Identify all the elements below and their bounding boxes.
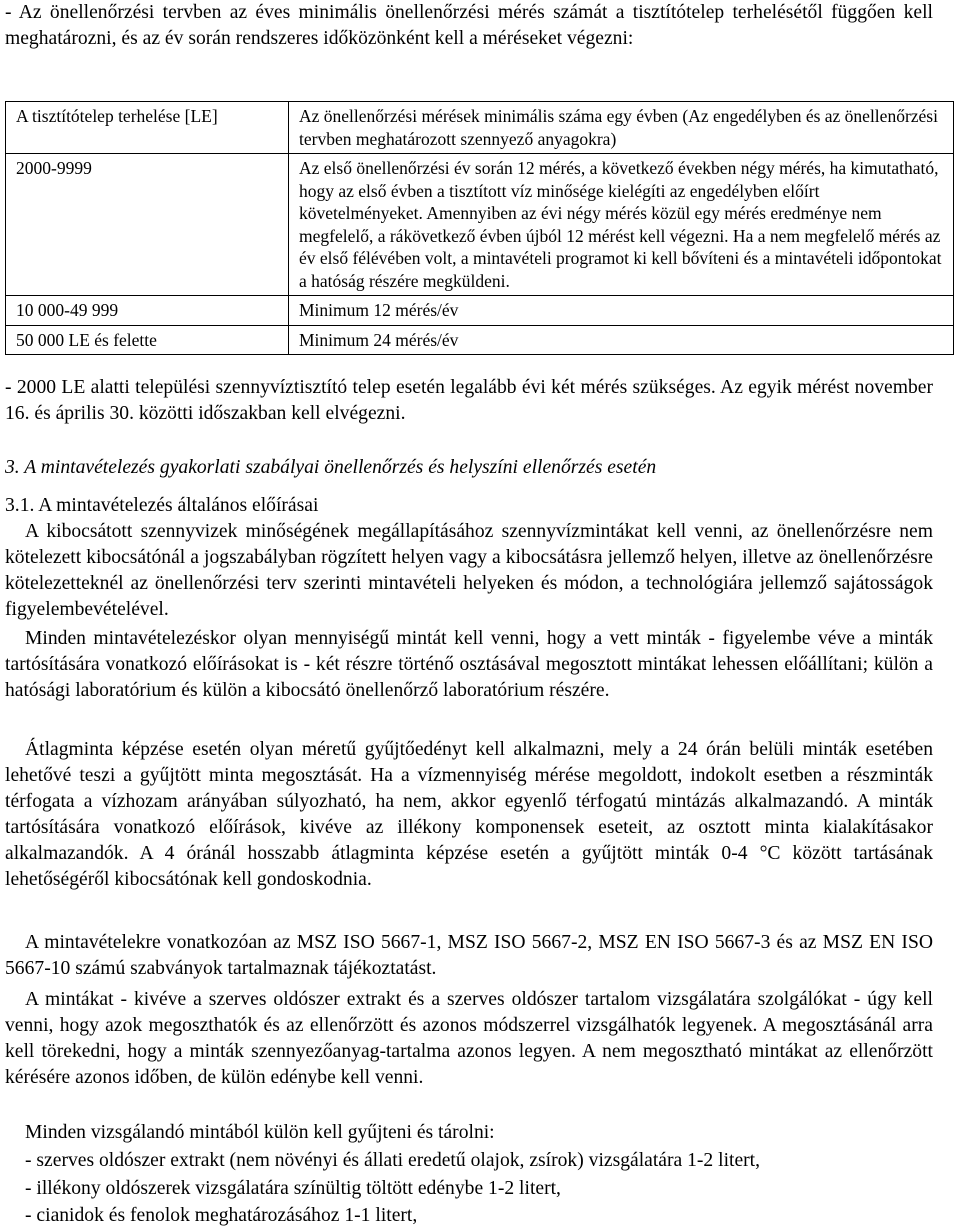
small-plant-note: - 2000 LE alatti települési szennyvíztisztító telep esetén legalább évi két mérés szükséges. Az egyik mérést november 16. és április 30. közötti időszakban kell elvégezni. — [5, 377, 933, 424]
section-3-1-heading: 3.1. A mintavételezés általános előírásai — [5, 495, 319, 516]
table-header-load: A tisztítótelep terhelése [LE] — [6, 102, 289, 154]
table-cell-requirement: Az első önellenőrzési év során 12 mérés, a következő években négy mérés, ha kimutatható, hogy az első évben a tisztított víz minősége kielégíti az engedélyben előírt követelményeket. Amennyiben az évi négy mérés közül egy mérés eredménye nem megfelelő, a rákövetkező évben újból 12 mérést kell végezni. Ha a nem megfelelő mérés az év első félévében volt, a mintavételi programot ki kell bővíteni és a mintavételi időpontokat a hatóság részére megküldeni. — [289, 154, 954, 296]
storage-intro: Minden vizsgálandó mintából külön kell gyűjteni és tárolni: — [25, 1122, 495, 1143]
paragraph-sampling-location: A kibocsátott szennyvizek minőségének megállapításához szennyvízmintákat kell venni, az önellenőrzésre nem kötelezett kibocsátónál a jogszabályban rögzített helyen vagy a kibocsátásra jellemző helyen, illetve az önellenőrzésre kötelezetteknél az önellenőrzési terv szerinti mintavételi helyeken és módon, a technológiára jellemző sajátosságok figyelembevételével. — [5, 521, 933, 620]
table-cell-load: 50 000 LE és felette — [6, 325, 289, 355]
table-row — [6, 325, 954, 355]
paragraph-sample-division: A mintákat - kivéve a szerves oldószer extrakt és a szerves oldószer tartalom vizsgálatára szolgálókat - úgy kell venni, hogy azok megoszthatók és az ellenőrzött és azonos módszerrel vizsgálhatók legyenek. A megosztásánál arra kell törekedni, hogy a minták szennyezőanyag-tartalma azonos legyen. A nem megosztható mintákat az ellenőrzött kérésére azonos időben, de külön edénybe kell venni. — [5, 989, 933, 1088]
table-header-requirement: Az önellenőrzési mérések minimális száma egy évben (Az engedélyben és az önellenőrzési tervben meghatározott szennyező anyagokra) — [289, 102, 954, 154]
list-item: - cianidok és fenolok meghatározásához 1-1 litert, — [25, 1205, 418, 1226]
table-cell-load: 10 000-49 999 — [6, 296, 289, 326]
table-row — [6, 296, 954, 326]
intro-paragraph: - Az önellenőrzési tervben az éves minimális önellenőrzési mérés számát a tisztítótelep terhelésétől függően kell meghatározni, és az év során rendszeres időközönként kell a méréseket végezni: — [5, 2, 933, 49]
table-cell-load: 2000-9999 — [6, 154, 289, 296]
paragraph-split-samples: Minden mintavételezéskor olyan mennyiségű mintát kell venni, hogy a vett minták - figyelembe véve a minták tartósítására vonatkozó előírásokat is - két részre történő osztásával megosztott mintákat lehessen előállítani; külön a hatósági laboratórium és külön a kibocsátó önellenőrző laboratórium részére. — [5, 628, 933, 701]
table-row — [6, 154, 954, 296]
monitoring-table — [5, 101, 954, 355]
list-item: - illékony oldószerek vizsgálatára színültig töltött edénybe 1-2 litert, — [25, 1178, 561, 1199]
table-header-row — [6, 102, 954, 154]
paragraph-composite-sample: Átlagminta képzése esetén olyan méretű gyűjtőedényt kell alkalmazni, mely a 24 órán belüli minták esetében lehetővé teszi a gyűjtött minta megosztását. Ha a vízmennyiség mérése megoldott, indokolt esetben a részminták térfogata a vízhozam arányában súlyozható, ha nem, akkor egyenlő térfogatú mintázás alkalmazandó. A minták tartósítására vonatkozó előírások, kivéve az illékony komponensek eseteit, az osztott minta kialakításakor alkalmazandók. A 4 óránál hosszabb átlagminta képzése esetén a gyűjtött minták 0-4 °C között tartásának lehetőségéről kibocsátónak kell gondoskodnia. — [5, 739, 933, 890]
table-cell-requirement: Minimum 24 mérés/év — [289, 325, 954, 355]
section-3-heading: 3. A mintavételezés gyakorlati szabályai önellenőrzés és helyszíni ellenőrzés esetén — [5, 457, 657, 478]
table-cell-requirement: Minimum 12 mérés/év — [289, 296, 954, 326]
list-item: - szerves oldószer extrakt (nem növényi és állati eredetű olajok, zsírok) vizsgálatára 1-2 litert, — [25, 1150, 761, 1171]
paragraph-standards: A mintavételekre vonatkozóan az MSZ ISO 5667-1, MSZ ISO 5667-2, MSZ EN ISO 5667-3 és az MSZ EN ISO 5667-10 számú szabványok tartalmaznak tájékoztatást. — [5, 932, 933, 979]
